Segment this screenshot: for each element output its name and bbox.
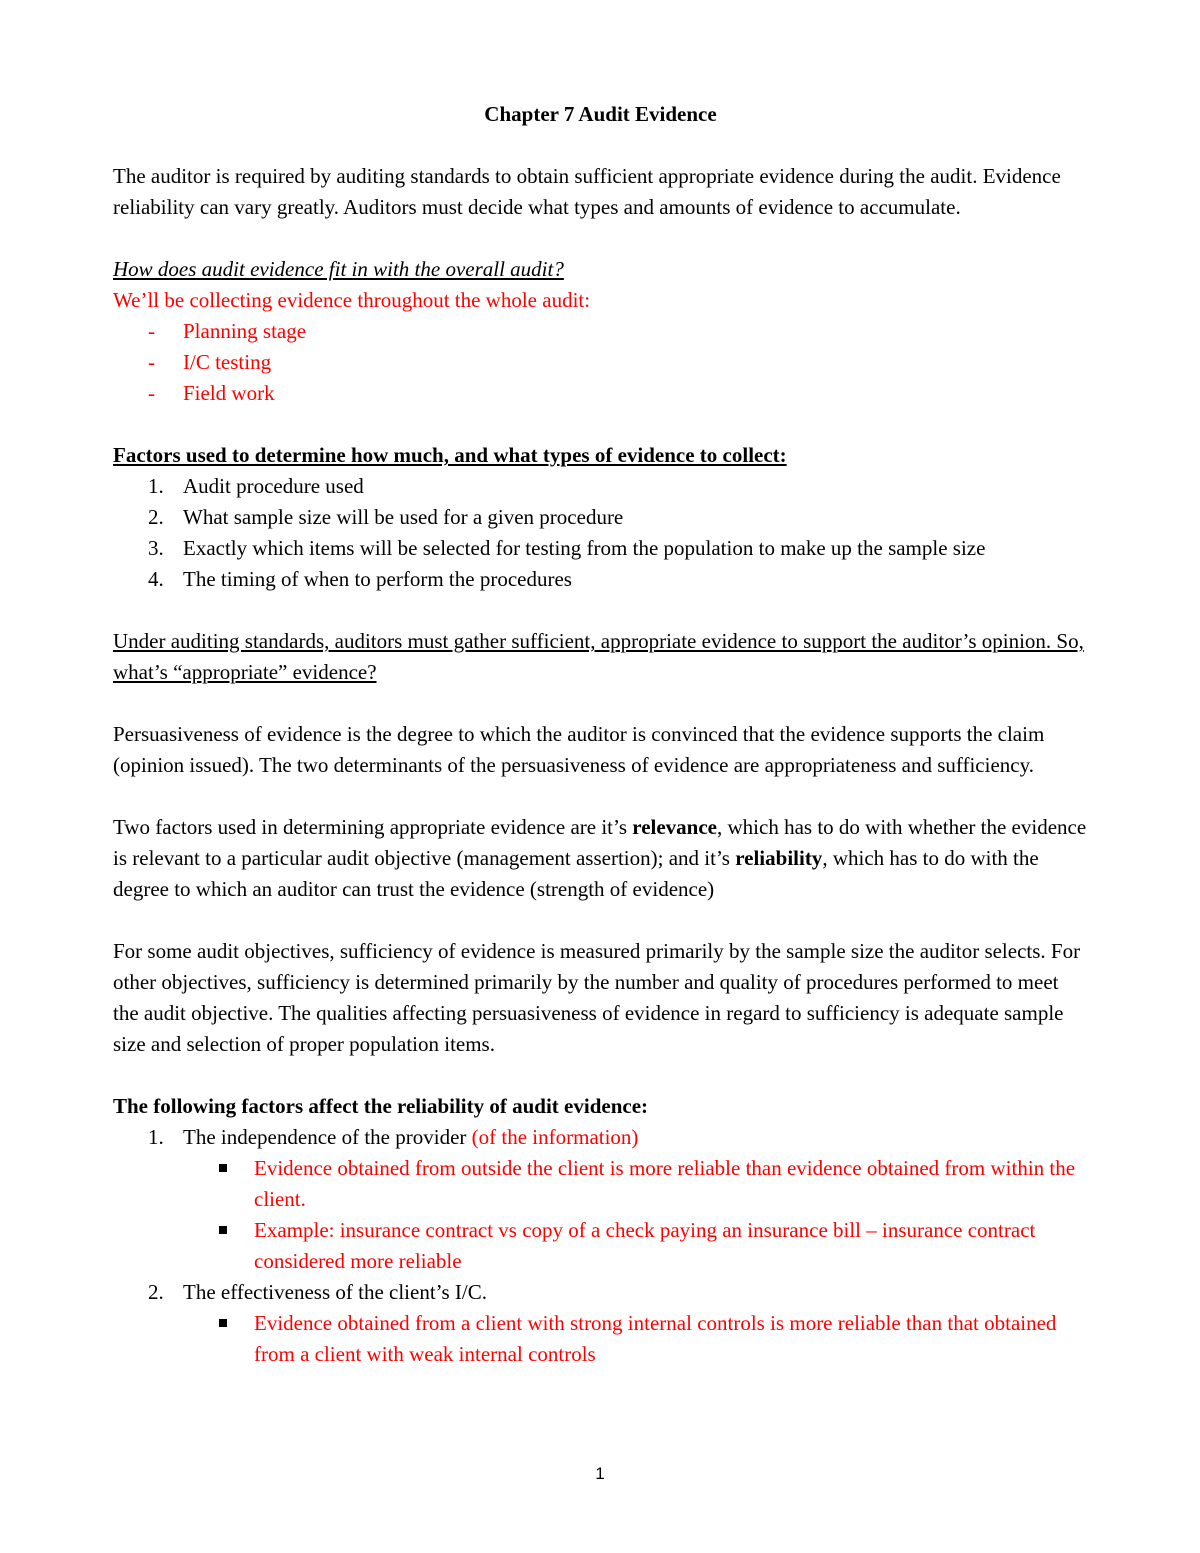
list-item: 3. Exactly which items will be selected for testing from the population to make up the sample size [148,536,986,560]
reliability-term: reliability [735,846,823,870]
provider-note: (of the information) [471,1125,639,1149]
persuasiveness-paragraph: Persuasiveness of evidence is the degree to which the auditor is convinced that the evidence supports the claim (opinion issued). The two determinants of the persuasiveness of evidence are appropriateness and sufficiency. [113,722,1045,777]
list-item: - I/C testing [113,347,1088,378]
square-bullet-icon [219,1226,227,1234]
fit-answer: We’ll be collecting evidence throughout the whole audit: [113,288,591,312]
reliability-list [113,1122,1088,1153]
stage-list [113,316,1088,409]
list-item: Example: insurance contract vs copy of a check paying an insurance bill – insurance contract considered more reliable [113,1215,1088,1277]
list-item: 1. Audit procedure used [148,474,364,498]
standards-paragraph: Under auditing standards, auditors must gather sufficient, appropriate evidence to support the auditor’s opinion. So, what’s “appropriate” evidence? [113,629,1084,684]
page-number: 1 [595,1464,605,1483]
dash-marker: - [148,319,155,343]
square-bullet-icon [219,1319,227,1327]
factors-list [113,471,1088,595]
intro-paragraph: The auditor is required by auditing standards to obtain sufficient appropriate evidence during the audit. Evidence reliability can vary greatly. Auditors must decide what types and amounts of evidence to accumulate. [113,164,1061,219]
chapter-title: Chapter 7 Audit Evidence [484,102,717,126]
list-item: 1. The independence of the provider (of the information) [148,1125,639,1149]
list-item: Evidence obtained from outside the client is more reliable than evidence obtained from within the client. [113,1153,1088,1215]
list-item: - Field work [113,378,1088,409]
list-item: 2. What sample size will be used for a given procedure [148,505,624,529]
dash-marker: - [148,381,155,405]
reliability-heading: The following factors affect the reliability of audit evidence: [113,1094,649,1118]
list-item: 2. The effectiveness of the client’s I/C. [148,1280,488,1304]
provider-sublist [113,1153,1088,1277]
list-item: 4. The timing of when to perform the procedures [148,567,572,591]
dash-marker: - [148,350,155,374]
list-item: Evidence obtained from a client with strong internal controls is more reliable than that obtained from a client with weak internal controls [113,1308,1088,1370]
factors-heading: Factors used to determine how much, and what types of evidence to collect: [113,443,787,467]
relevance-term: relevance [632,815,718,839]
controls-sublist [113,1308,1088,1370]
list-item: - Planning stage [113,316,1088,347]
square-bullet-icon [219,1164,227,1172]
fit-question: How does audit evidence fit in with the overall audit? [113,257,564,281]
sufficiency-paragraph: For some audit objectives, sufficiency of evidence is measured primarily by the sample size the auditor selects. For other objectives, sufficiency is determined primarily by the number and quality of procedures performed to meet the audit objective. The qualities affecting persuasiveness of evidence in regard to sufficiency is adequate sample size and selection of proper population items. [113,939,1081,1056]
reliability-list-continued [113,1277,1088,1308]
two-factors-paragraph: Two factors used in determining appropriate evidence are it’s relevance, which has to do with whether the evidence is relevant to a particular audit objective (management assertion); and it’s reliability, which has to do with the degree to which an auditor can trust the evidence (strength of evidence) [113,815,1087,901]
document-page [113,99,1088,1370]
